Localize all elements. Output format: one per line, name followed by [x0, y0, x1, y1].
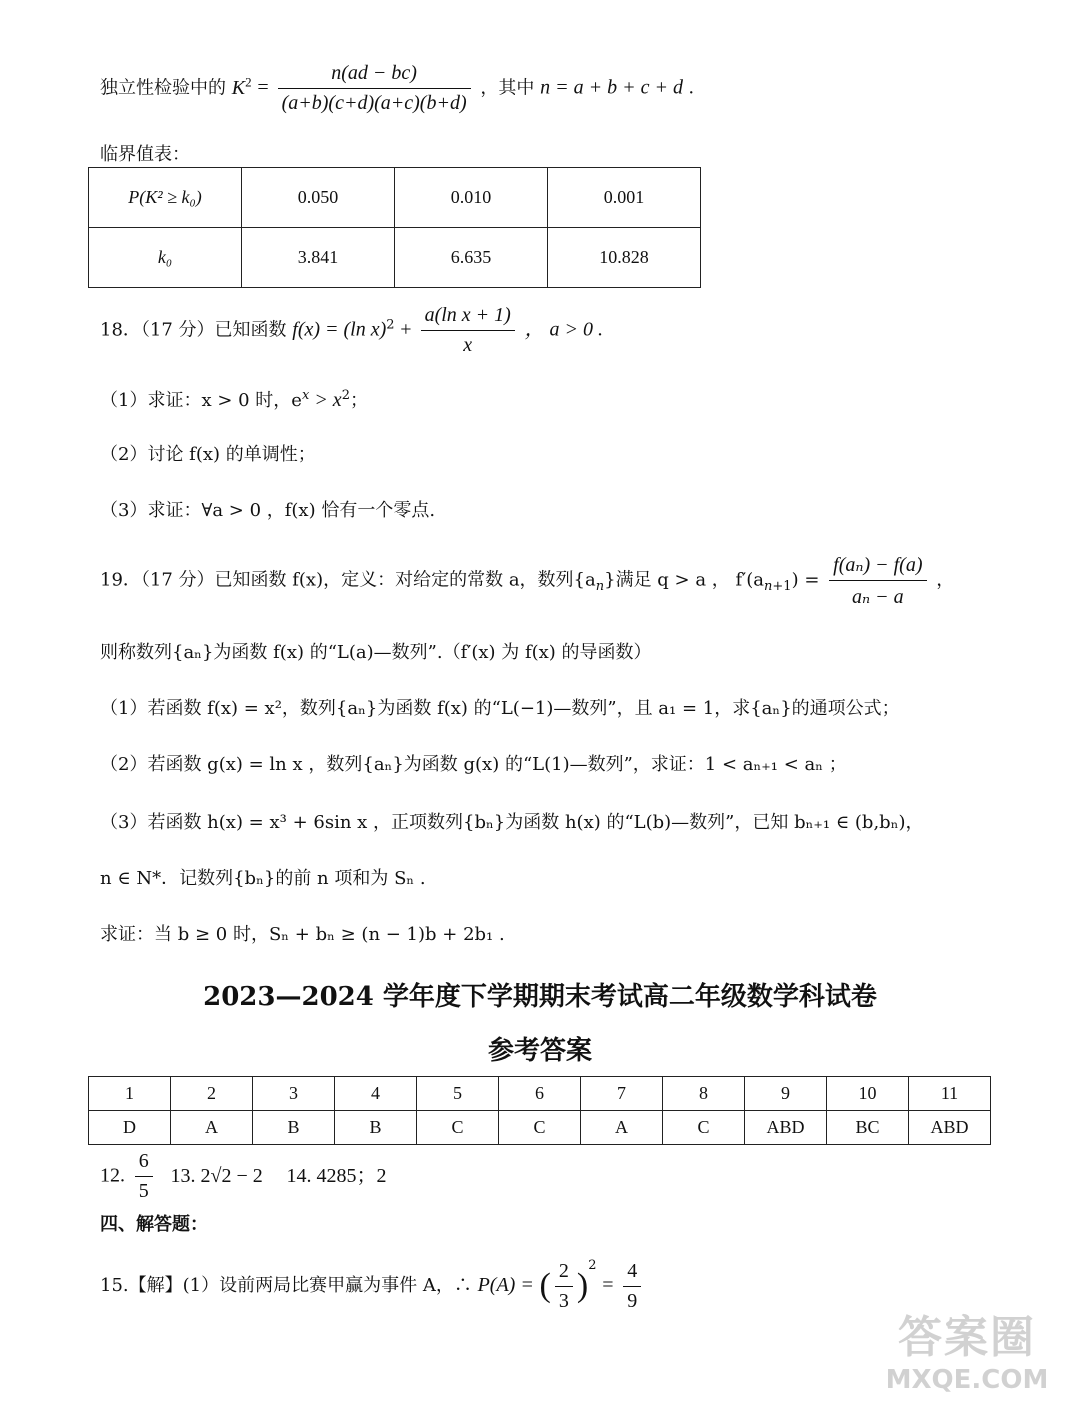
q18-part2: （2）讨论 f(x) 的单调性；: [100, 444, 316, 465]
q18-head: 18．（17 分）已知函数: [100, 319, 287, 341]
q19-head-end: ，: [936, 569, 955, 591]
table-cell: 10: [827, 1077, 909, 1111]
table-cell: 3: [253, 1077, 335, 1111]
table-cell: 8: [663, 1077, 745, 1111]
table-cell: 7: [581, 1077, 663, 1111]
q19-head2: }满足 q > a ， f′(a: [604, 569, 765, 591]
q14-answer: 14. 4285；2: [286, 1164, 387, 1187]
table-cell: BC: [827, 1111, 909, 1145]
table-cell: 6: [499, 1077, 581, 1111]
q19-definition: 则称数列{aₙ}为函数 f(x) 的“L(a)—数列”.（f′(x) 为 f(x) 的导函数）: [100, 642, 652, 663]
q18-part1-text: （1）求证：x > 0 时，e: [100, 390, 302, 411]
table-cell: 3.841: [242, 228, 395, 288]
q18-fraction: [421, 304, 515, 357]
fill-answers: [100, 1150, 386, 1203]
table-cell: 11: [909, 1077, 991, 1111]
q18-part1: （1）求证：x > 0 时，$e^x > x^2$；: [100, 388, 368, 411]
table-cell: A: [581, 1111, 663, 1145]
q19-fraction: [829, 552, 926, 609]
watermark-top-text: 答案圈: [898, 1312, 1036, 1363]
table-cell: 9: [745, 1077, 827, 1111]
q19-part3-cont: n ∈ N*．记数列{bₙ}的前 n 项和为 Sₙ .: [100, 868, 426, 889]
q12-fraction: [135, 1150, 153, 1203]
watermark-logo: [882, 1301, 1052, 1401]
table-cell: ABD: [909, 1111, 991, 1145]
q15-frac1-num: 2: [555, 1260, 573, 1287]
table-cell: 4: [335, 1077, 417, 1111]
q19-stem: 19．（17 分）已知函数 f(x)，定义：对给定的常数 a，数列$\{a_n\}$满足 q > a ， $f'(a_{n+1})$ = $\frac{\text{f(aₙ) − f(a)}}{\text{aₙ − a}}$ ，: [100, 554, 955, 608]
watermark-bottom-text: MXQE.COM: [885, 1365, 1049, 1395]
answer-title: 2023—2024 学年度下学期期末考试高二年级数学科试卷: [203, 982, 877, 1012]
q18-condition: ， a > 0 .: [524, 318, 604, 341]
q18-part1-end: ；: [349, 390, 368, 411]
table-cell: 1: [89, 1077, 171, 1111]
q19-frac-den: aₙ − a: [852, 586, 904, 608]
table-cell: 0.001: [548, 168, 701, 228]
table-cell: B: [335, 1111, 417, 1145]
table-cell: 0.050: [242, 168, 395, 228]
q15-eq: =: [602, 1274, 614, 1296]
intro-end: .: [688, 76, 694, 99]
q15-solution: 15.【解】(1）设前两局比赛甲赢为事件 A，∴ P(A) = ( $\frac{2}{3}$ )$^2$ = $\frac{4}{9}$: [100, 1258, 645, 1313]
table-cell: 5: [417, 1077, 499, 1111]
table-cell: A: [171, 1111, 253, 1145]
table-cell: 6.635: [395, 228, 548, 288]
q15-frac2-num: 4: [623, 1260, 641, 1287]
q15-frac1-den: 3: [558, 1289, 569, 1312]
table-cell: D: [89, 1111, 171, 1145]
q12-den: 5: [138, 1180, 149, 1202]
q19-part2: （2）若函数 g(x) = ln x ，数列{aₙ}为函数 g(x) 的“L(1)—数列”，求证：1 < aₙ₊₁ < aₙ ；: [100, 754, 847, 775]
q19-part1: （1）若函数 f(x) = x²，数列{aₙ}为函数 f(x) 的“L(−1)—数列”，且 a₁ = 1，求{aₙ}的通项公式；: [100, 698, 900, 719]
q18-part3: （3）求证：∀a > 0 ，f(x) 恰有一个零点.: [100, 500, 436, 521]
critical-value-table: [88, 167, 701, 288]
q12-label: 12.: [100, 1164, 125, 1187]
table-cell: P(K² ≥ k₀): [89, 168, 242, 228]
q18-frac-den: x: [463, 334, 473, 356]
q15-frac2-den: 9: [627, 1289, 638, 1312]
table-cell: k₀: [89, 228, 242, 288]
chi-square-fraction: [278, 62, 471, 115]
n-definition: n = a + b + c + d: [540, 76, 683, 99]
q18-part1-mid: > x: [309, 389, 342, 411]
answer-subtitle: 参考答案: [487, 1036, 592, 1066]
q15-frac2: [623, 1260, 641, 1313]
table-cell: 2: [171, 1077, 253, 1111]
q13-answer: 13. 2√2 − 2: [170, 1164, 263, 1187]
table-cell: C: [499, 1111, 581, 1145]
table-row: [89, 1111, 991, 1145]
q18-frac-num: a(ln x + 1): [421, 304, 515, 331]
table-cell: B: [253, 1111, 335, 1145]
intro-suffix: ，其中: [480, 77, 535, 99]
q19-part3-prove: 求证：当 b ≥ 0 时，Sₙ + bₙ ≥ (n − 1)b + 2b₁ .: [100, 924, 505, 945]
q15-label: 15.【解】(1）设前两局比赛甲赢为事件 A，∴: [100, 1275, 472, 1296]
chi-square-formula-line: 独立性检验中的 $K^2$ = $\frac{n(ad - bc)}{(a+b)(c+d)(a+c)(b+d)}$ ，其中 n = a + b + c + d .: [100, 62, 694, 114]
answer-table: [88, 1076, 991, 1145]
k-symbol: $K^2$: [231, 73, 252, 99]
section-4-heading: 四、解答题：: [100, 1214, 208, 1235]
q19-frac-num: f(aₙ) − f(a): [829, 552, 926, 581]
table-row: [89, 228, 701, 288]
table-row: [89, 168, 701, 228]
q18-stem: 18．（17 分）已知函数 f(x) = (ln x)$^2$ + $\frac{\text{a(ln x + 1)}}{x}$ ， a > 0 .: [100, 304, 604, 356]
intro-prefix: 独立性检验中的: [100, 77, 226, 99]
chi-square-denominator: (a+b)(c+d)(a+c)(b+d): [281, 92, 467, 114]
q15-frac1: [555, 1260, 573, 1313]
q19-part3: （3）若函数 h(x) = x³ + 6sin x ，正项数列{bₙ}为函数 h(x) 的“L(b)—数列”，已知 bₙ₊₁ ∈ (b,bₙ)，: [100, 812, 924, 833]
q18-fx: f(x) = (ln x): [292, 318, 387, 341]
table-row: [89, 1077, 991, 1111]
q15-expr: P(A) =: [477, 1274, 534, 1296]
q19-head: 19．（17 分）已知函数 f(x)，定义：对给定的常数 a，数列{a: [100, 569, 596, 591]
q19-head3: ) =: [791, 569, 820, 591]
critical-label: 临界值表：: [100, 144, 190, 165]
table-cell: ABD: [745, 1111, 827, 1145]
table-cell: 0.010: [395, 168, 548, 228]
table-cell: C: [417, 1111, 499, 1145]
chi-square-numerator: n(ad − bc): [278, 62, 471, 89]
table-cell: 10.828: [548, 228, 701, 288]
table-cell: C: [663, 1111, 745, 1145]
q12-num: 6: [135, 1150, 153, 1177]
